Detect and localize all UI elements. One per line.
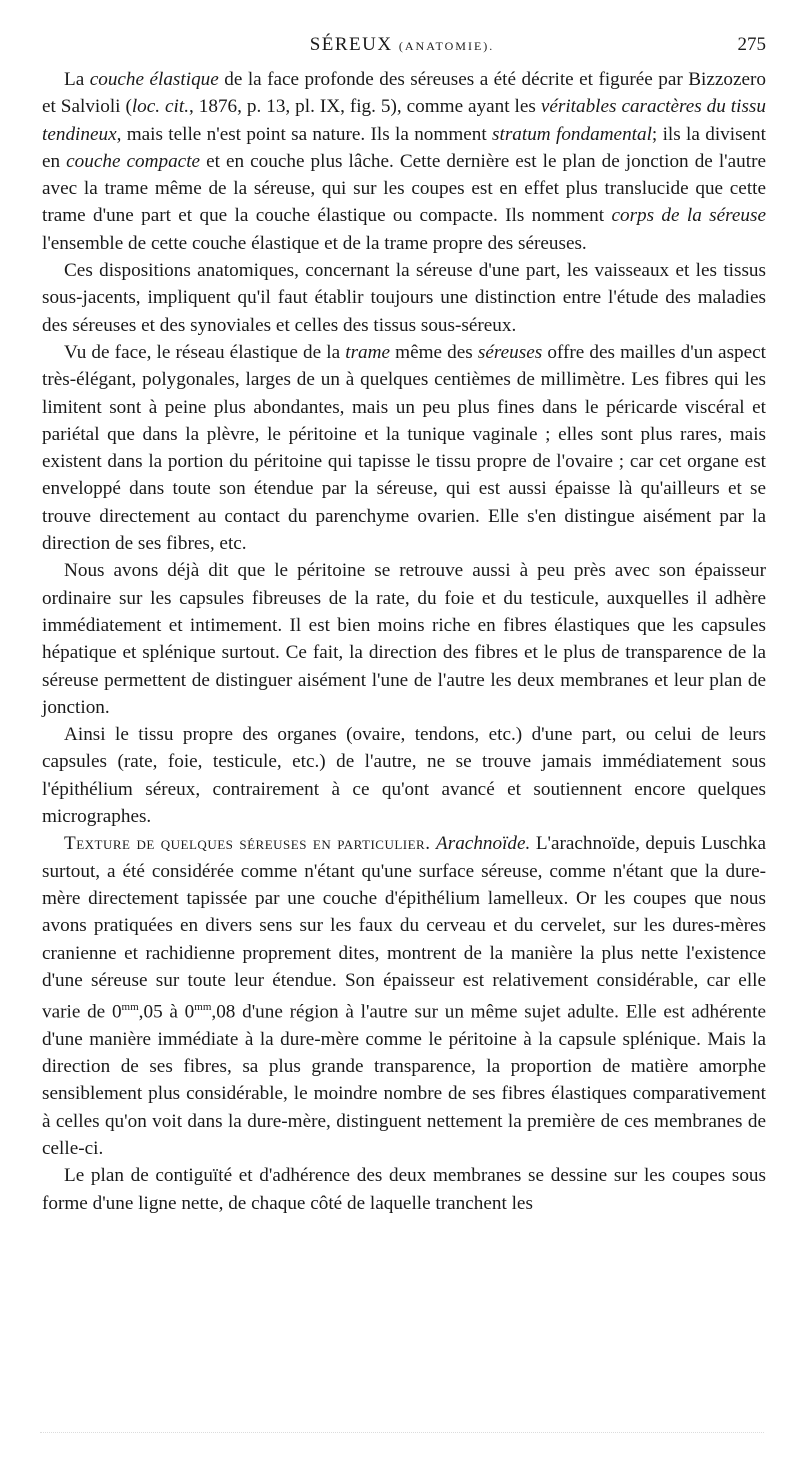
paragraph-4: Nous avons déjà dit que le péritoine se retrouve aussi à peu près avec son épaisseur ordinaire sur les capsules fibreuses de la rate, du foie et du testicule, auxquelles il adhère immédiatement et intimement. Il est bien moins riche en fibres élastiques que les capsules hépatique et splénique surtout. Ce fait, la direction des fibres et le plus de transparence de la séreuse permettent de distinguer aisément l'une de l'autre les deux membranes et leur plan de jonction. — [42, 560, 766, 718]
section-subject: Arachnoïde. — [436, 833, 531, 855]
paragraph-1: La couche élastique de la face profonde des séreuses a été décrite et figurée par Bizzozero et Salvioli (loc. cit., 1876, p. 13, pl. IX, fig. 5), comme ayant les véritables caractères du tissu tendineux, mais telle n'est point sa nature. Ils la nomment stratum fondamental; ils la divisent en couche compacte et en couche plus lâche. Cette dernière est le plan de jonction de l'autre avec la trame même de la séreuse, qui sur les coupes est en effet plus translucide que cette trame d'une part et que la couche élastique ou compacte. Ils nomment corps de la séreuse l'ensemble de cette couche élastique et de la trame propre des séreuses. — [42, 69, 766, 254]
paragraph-2: Ces dispositions anatomiques, concernant la séreuse d'une part, les vaisseaux et les tissus sous-jacents, impliquent qu'il faut établir toujours une distinction entre l'étude des maladies des séreuses et des synoviales et celles des tissus sous-séreux. — [42, 260, 766, 336]
page-number: 275 — [737, 34, 766, 55]
paragraph-3: Vu de face, le réseau élastique de la trame même des séreuses offre des mailles d'un aspect très-élégant, polygonales, larges de un à quelques centièmes de millimètre. Les fibres qui les limitent sont à peine plus abondantes, mais un peu plus fines dans le péricarde viscéral et pariétal que dans la plèvre, le péritoine et la tunique vaginale ; elles sont plus rares, mais existent dans la portion du péritoine qui tapisse le tissu propre de l'ovaire ; car cet organe est enveloppé dans toute son étendue par la séreuse, qui est aussi épaisse là qu'ailleurs et se trouve directement au contact du parenchyme ovarien. Elle s'en distingue aisément par la direction de ses fibres, etc. — [42, 341, 766, 555]
page-footer-marks — [40, 1432, 764, 1441]
paragraph-7: Le plan de contiguïté et d'adhérence des deux membranes se dessine sur les coupes sous forme d'une ligne nette, de chaque côté de laquelle tranchent les — [42, 1165, 766, 1214]
paragraph-5: Ainsi le tissu propre des organes (ovaire, tendons, etc.) d'une part, ou celui de leurs capsules (rate, foie, testicule, etc.) de l'autre, ne se trouve jamais immédiatement sous l'épithélium séreux, contrairement à ce qu'ont avancé et soutiennent encore quelques micrographes. — [42, 724, 766, 828]
title-main: SÉREUX — [309, 34, 393, 55]
section-heading: Texture de quelques séreuses en particulier. — [64, 833, 431, 855]
running-title — [38, 34, 766, 56]
paragraph-6: Texture de quelques séreuses en particulier. Arachnoïde. L'arachnoïde, depuis Luschka surtout, a été considérée comme n'étant qu'une surface séreuse, comme n'étant que la dure-mère directement tapissée par une couche d'épithélium lamelleux. Or les coupes que nous avons pratiquées en divers sens sur les faux du cerveau et du cervelet, sur les dures-mères cranienne et rachidienne proprement dites, montrent de la manière la plus nette l'existence d'une séreuse sur toute leur étendue. Son épaisseur est relativement considérable, car elle varie de $0^{mm},05$ à $0^{mm},08$ d'une région à l'autre sur un même sujet adulte. Elle est adhérente d'une manière immédiate à la dure-mère comme le péritoine à la capsule splénique. Mais la direction de ses fibres, sa plus grande transparence, la proportion de matière amorphe sensiblement plus considérable, le moindre nombre de ses fibres élastiques comparativement à celles qu'on voit dans la dure-mère, distinguent nettement la première de ces membranes de celle-ci. — [42, 833, 767, 1159]
page-body — [42, 66, 766, 1217]
running-header — [38, 34, 766, 62]
title-paren: (ANATOMIE). — [398, 39, 495, 53]
